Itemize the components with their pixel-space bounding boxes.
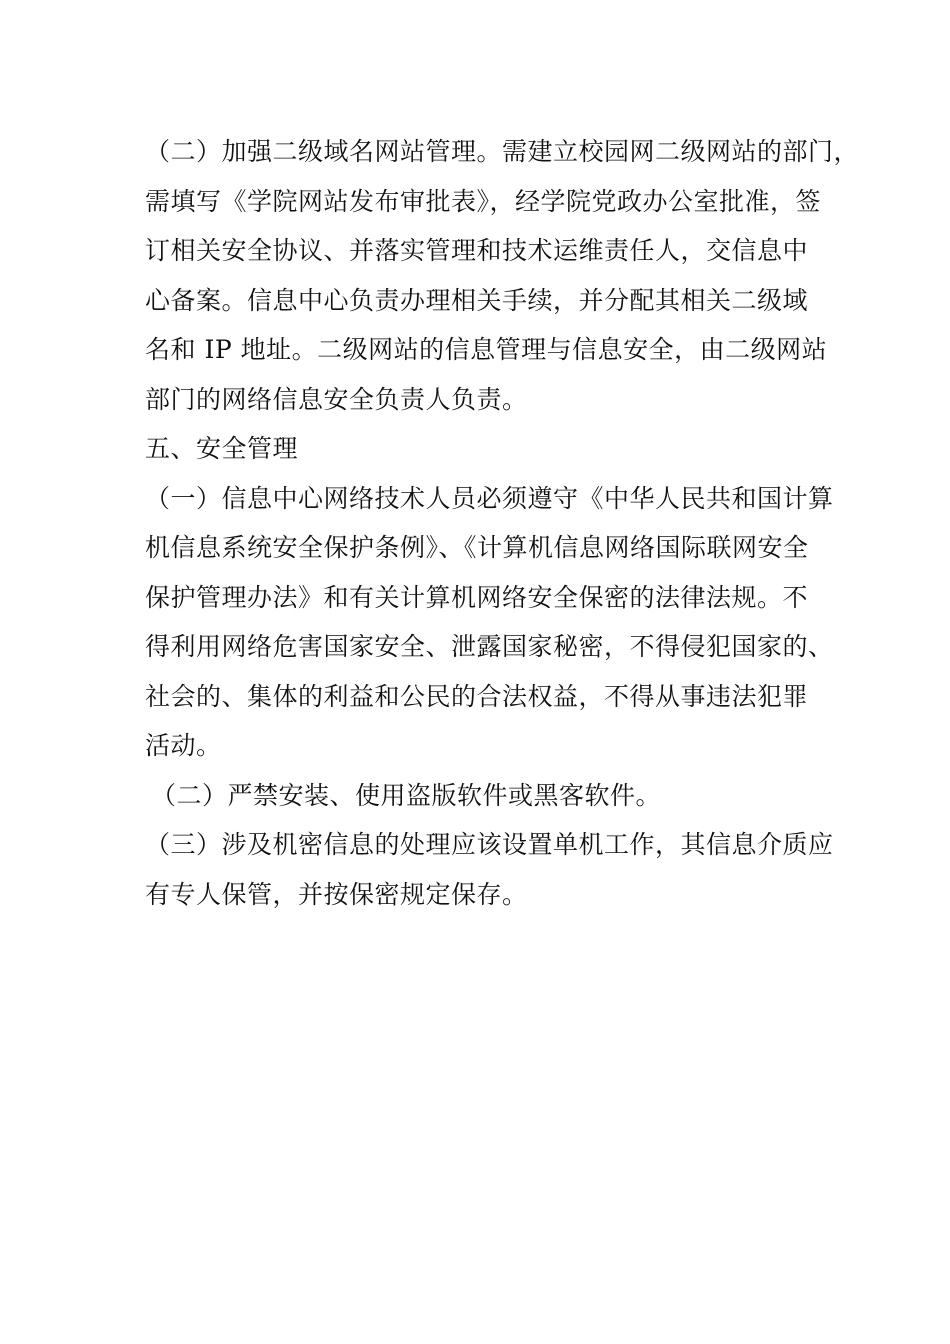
text-line: 心备案。信息中心负责办理相关手续，并分配其相关二级域 bbox=[145, 285, 809, 315]
text-line: （一）信息中心网络技术人员必须遵守《中华人民共和国计算 bbox=[145, 483, 834, 513]
text-line: 活动。 bbox=[145, 731, 222, 760]
section-heading-security-management: 五、安全管理 bbox=[145, 434, 299, 463]
text-line: 名和 IP 地址。二级网站的信息管理与信息安全，由二级网站 bbox=[145, 335, 828, 364]
paragraph-staff-compliance bbox=[145, 474, 834, 771]
paragraph-confidential-info-handling bbox=[145, 820, 834, 919]
text-line: （二）严禁安装、使用盗版软件或黑客软件。 bbox=[151, 780, 662, 810]
paragraph-pirated-software-ban bbox=[145, 771, 807, 821]
document-body bbox=[145, 127, 860, 919]
text-line: （二）加强二级域名网站管理。需建立校园网二级网站的部门， bbox=[145, 137, 860, 166]
paragraph-secondary-domain-management bbox=[145, 127, 860, 424]
text-line: 社会的、集体的利益和公民的合法权益，不得从事违法犯罪 bbox=[145, 681, 809, 711]
text-line: 机信息系统安全保护条例》、《计算机信息网络国际联网安全 bbox=[145, 533, 809, 562]
text-line: 需填写《学院网站发布审批表》，经学院党政办公室批准，签 bbox=[145, 186, 822, 216]
text-line: 保护管理办法》和有关计算机网络安全保密的法律法规。不 bbox=[145, 582, 809, 612]
text-line: （三）涉及机密信息的处理应该设置单机工作，其信息介质应 bbox=[145, 830, 834, 859]
text-line: 得利用网络危害国家安全、泄露国家秘密，不得侵犯国家的、 bbox=[145, 632, 834, 661]
text-line: 部门的网络信息安全负责人负责。 bbox=[145, 384, 528, 414]
text-line: 订相关安全协议、并落实管理和技术运维责任人，交信息中 bbox=[145, 236, 809, 265]
text-line: 有专人保管，并按保密规定保存。 bbox=[145, 879, 528, 909]
